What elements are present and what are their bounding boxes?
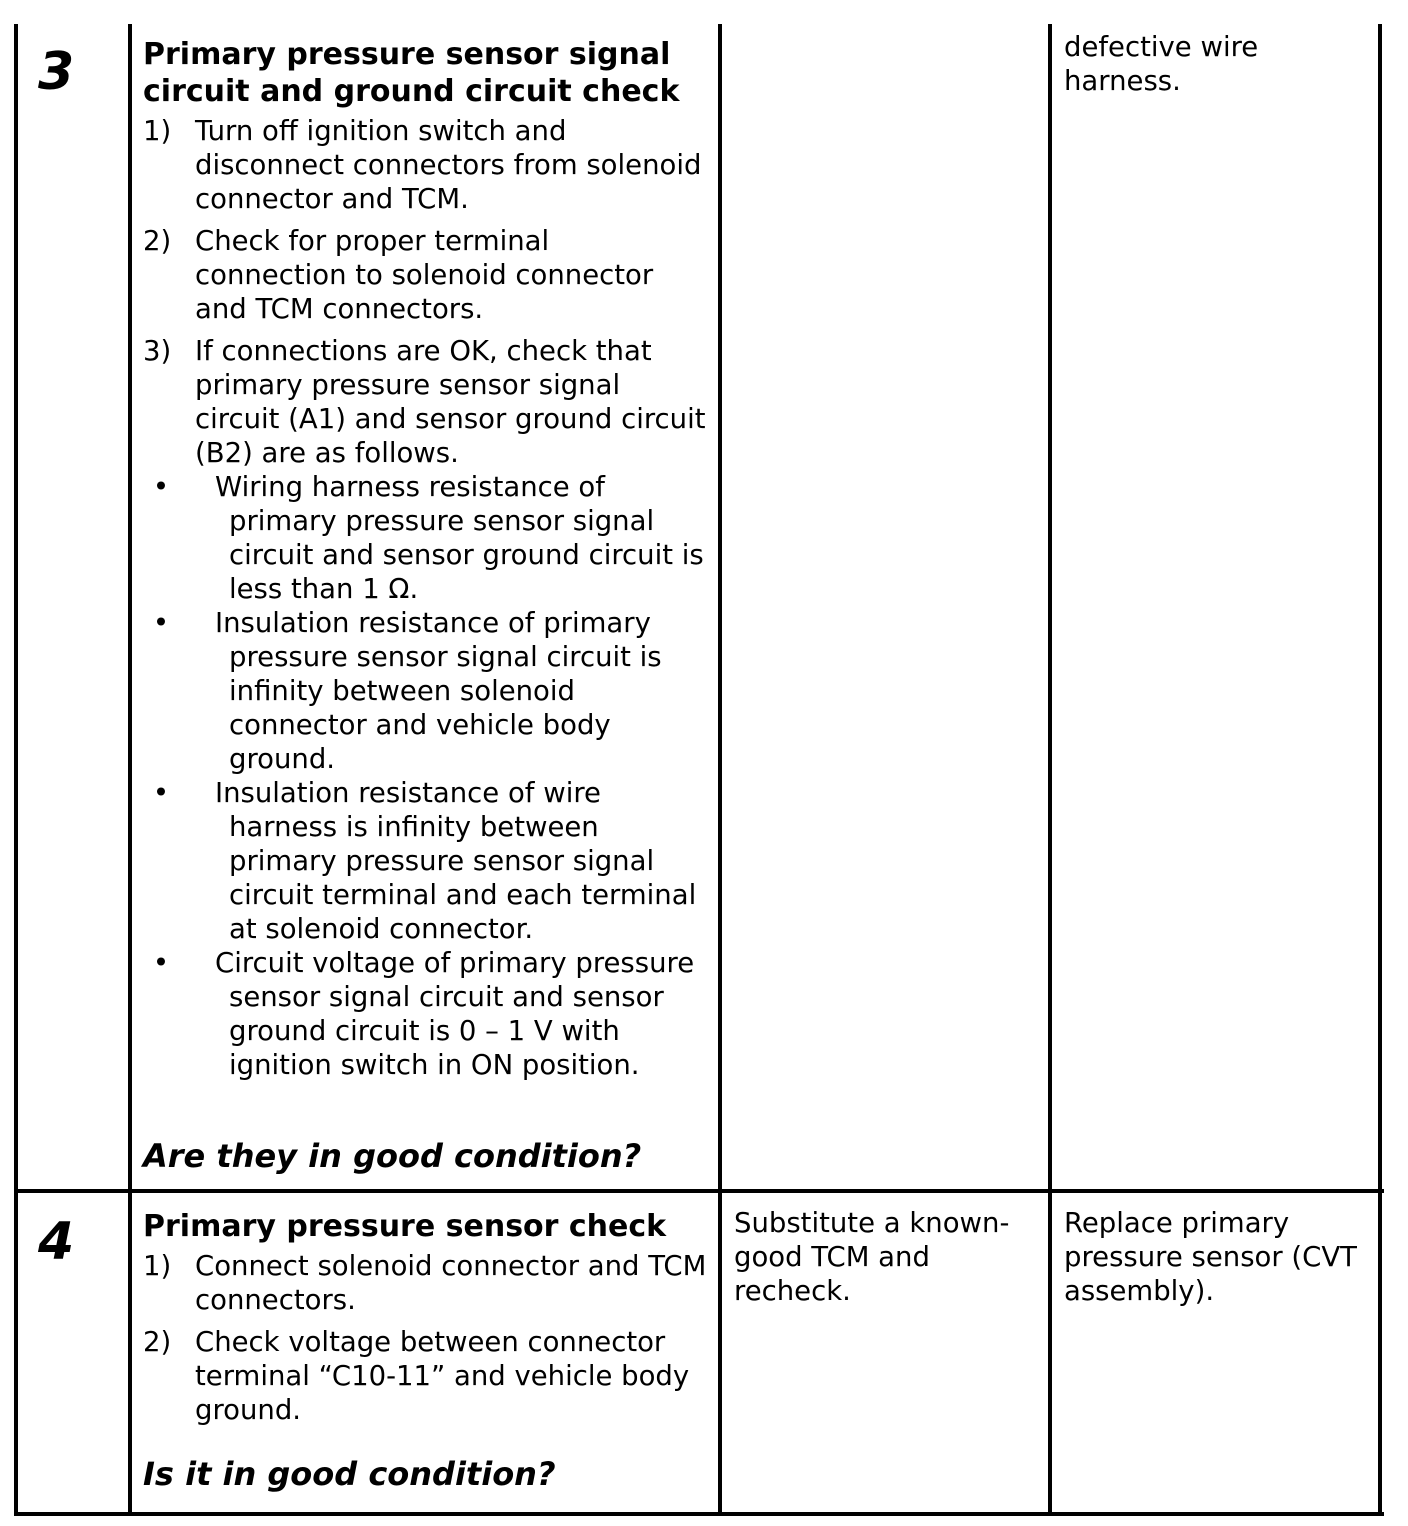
bullet-dot: •	[152, 471, 170, 503]
column-divider-2	[718, 24, 722, 1516]
bullet-dot: •	[152, 607, 170, 639]
item-number: 1)	[143, 115, 172, 147]
bullet-text: Wiring harness resistance of primary pressure sensor signal circuit and sensor ground circuit is less than 1 Ω.	[215, 471, 704, 605]
item-text: Turn off ignition switch and disconnect connectors from solenoid connector and TCM.	[195, 115, 702, 215]
yes-cell: Substitute a known-good TCM and recheck.	[734, 1207, 1010, 1307]
table-border-bottom	[14, 1512, 1384, 1516]
bullet-dot: •	[152, 777, 170, 809]
bullet-text: Circuit voltage of primary pressure sensor signal circuit and sensor ground circuit is 0 – 1 V with ignition switch in ON position.	[215, 947, 695, 1081]
column-divider-3	[1048, 24, 1052, 1516]
list-item	[143, 1249, 708, 1317]
list-item	[143, 224, 708, 326]
check-cell	[143, 36, 708, 1186]
step-number: 3	[38, 42, 75, 102]
bullet-dot: •	[152, 947, 170, 979]
bullet-item	[152, 606, 708, 776]
bullet-item	[152, 946, 708, 1082]
column-divider-1	[128, 24, 132, 1516]
no-cell: Replace primary pressure sensor (CVT assembly).	[1064, 1207, 1357, 1307]
row-divider	[14, 1189, 1384, 1193]
item-text: Connect solenoid connector and TCM connectors.	[195, 1250, 707, 1316]
step-number: 4	[38, 1212, 75, 1272]
step-title: Primary pressure sensor check	[143, 1209, 667, 1244]
item-text: Check for proper terminal connection to solenoid connector and TCM connectors.	[195, 225, 654, 325]
bullet-item	[152, 776, 708, 946]
bullet-text: Insulation resistance of wire harness is infinity between primary pressure sensor signal circuit terminal and each terminal at solenoid connector.	[215, 777, 697, 945]
step-question: Is it in good condition?	[143, 1455, 556, 1493]
item-text: Check voltage between connector terminal “C10-11” and vehicle body ground.	[195, 1326, 690, 1426]
list-item	[143, 1325, 708, 1427]
item-number: 3)	[143, 335, 172, 367]
bullet-item	[152, 470, 708, 606]
step-question: Are they in good condition?	[143, 1137, 642, 1175]
table-border-right	[1378, 24, 1382, 1516]
bullet-text: Insulation resistance of primary pressure sensor signal circuit is infinity between solenoid connector and vehicle body ground.	[215, 607, 662, 775]
item-text: If connections are OK, check that primary pressure sensor signal circuit (A1) and sensor ground circuit (B2) are as follows.	[195, 335, 706, 469]
list-item	[143, 334, 708, 470]
item-number: 2)	[143, 1326, 172, 1358]
item-number: 2)	[143, 225, 172, 257]
check-cell	[143, 1208, 708, 1508]
list-item	[143, 114, 708, 216]
table-border-left	[14, 24, 18, 1516]
step-title: Primary pressure sensor signal circuit and ground circuit check	[143, 37, 680, 109]
no-cell: defective wire harness.	[1064, 31, 1259, 97]
item-number: 1)	[143, 1250, 172, 1282]
